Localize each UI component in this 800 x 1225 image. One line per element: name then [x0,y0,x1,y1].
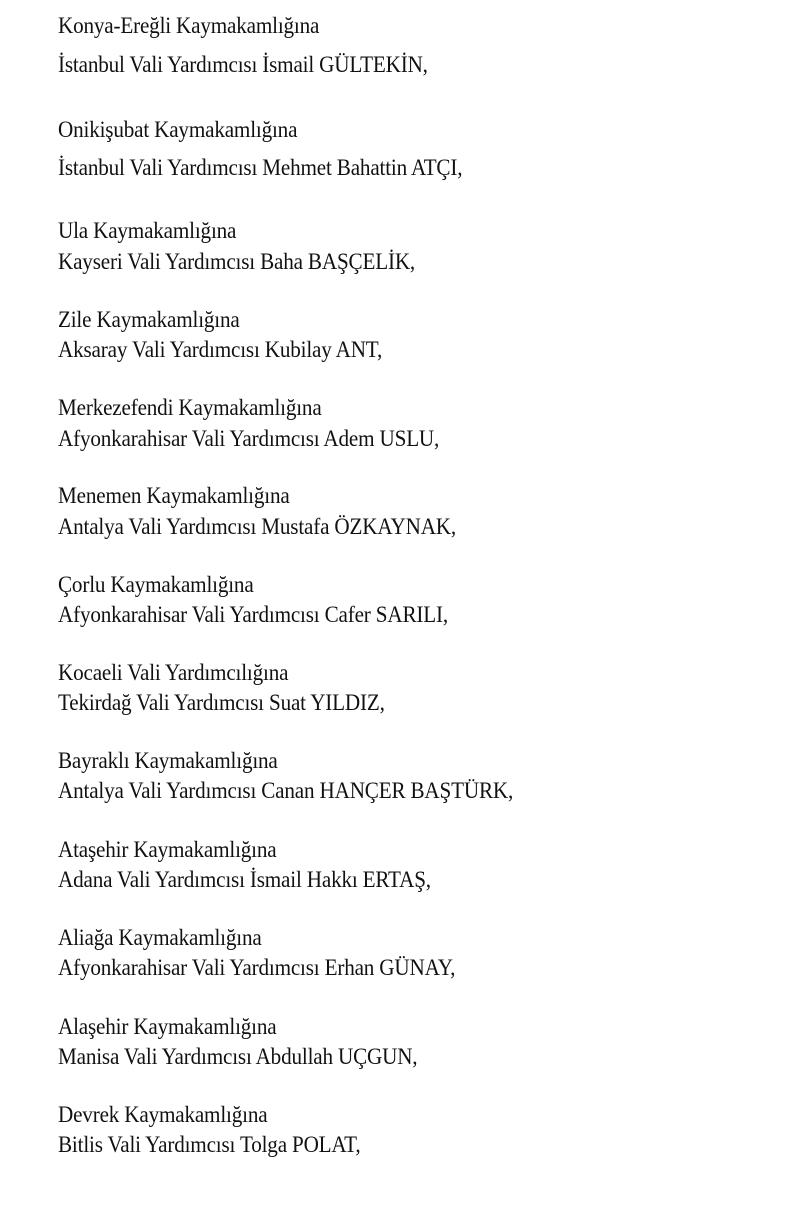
entry-3-office: Ula Kaymakamlığına [58,218,237,243]
entry-8-appointee: Tekirdağ Vali Yardımcısı Suat YILDIZ, [58,690,385,715]
entry-6-office: Menemen Kaymakamlığına [58,483,290,508]
entry-7-office: Çorlu Kaymakamlığına [58,572,254,597]
entry-1-office: Konya-Ereğli Kaymakamlığına [58,13,320,38]
entry-10-office: Ataşehir Kaymakamlığına [58,837,277,862]
entry-2-office: Onikişubat Kaymakamlığına [58,117,298,142]
entry-8-office: Kocaeli Vali Yardımcılığına [58,660,289,685]
entry-13-office: Devrek Kaymakamlığına [58,1102,268,1127]
entry-12-appointee: Manisa Vali Yardımcısı Abdullah UÇGUN, [58,1044,418,1069]
entry-11-appointee: Afyonkarahisar Vali Yardımcısı Erhan GÜNAY, [58,955,456,980]
entry-1-appointee: İstanbul Vali Yardımcısı İsmail GÜLTEKİN, [58,52,428,77]
entry-5-office: Merkezefendi Kaymakamlığına [58,395,322,420]
entry-9-appointee: Antalya Vali Yardımcısı Canan HANÇER BAŞTÜRK, [58,778,514,803]
entry-5-appointee: Afyonkarahisar Vali Yardımcısı Adem USLU, [58,426,440,451]
entry-9-office: Bayraklı Kaymakamlığına [58,748,278,773]
entry-10-appointee: Adana Vali Yardımcısı İsmail Hakkı ERTAŞ, [58,867,431,892]
entry-3-appointee: Kayseri Vali Yardımcısı Baha BAŞÇELİK, [58,249,416,274]
entry-13-appointee: Bitlis Vali Yardımcısı Tolga POLAT, [58,1132,361,1157]
entry-4-appointee: Aksaray Vali Yardımcısı Kubilay ANT, [58,337,383,362]
entry-11-office: Aliağa Kaymakamlığına [58,925,262,950]
entry-12-office: Alaşehir Kaymakamlığına [58,1014,277,1039]
entry-6-appointee: Antalya Vali Yardımcısı Mustafa ÖZKAYNAK, [58,514,457,539]
entry-4-office: Zile Kaymakamlığına [58,307,240,332]
entry-7-appointee: Afyonkarahisar Vali Yardımcısı Cafer SARILI, [58,602,448,627]
entry-2-appointee: İstanbul Vali Yardımcısı Mehmet Bahattin ATÇI, [58,155,463,180]
